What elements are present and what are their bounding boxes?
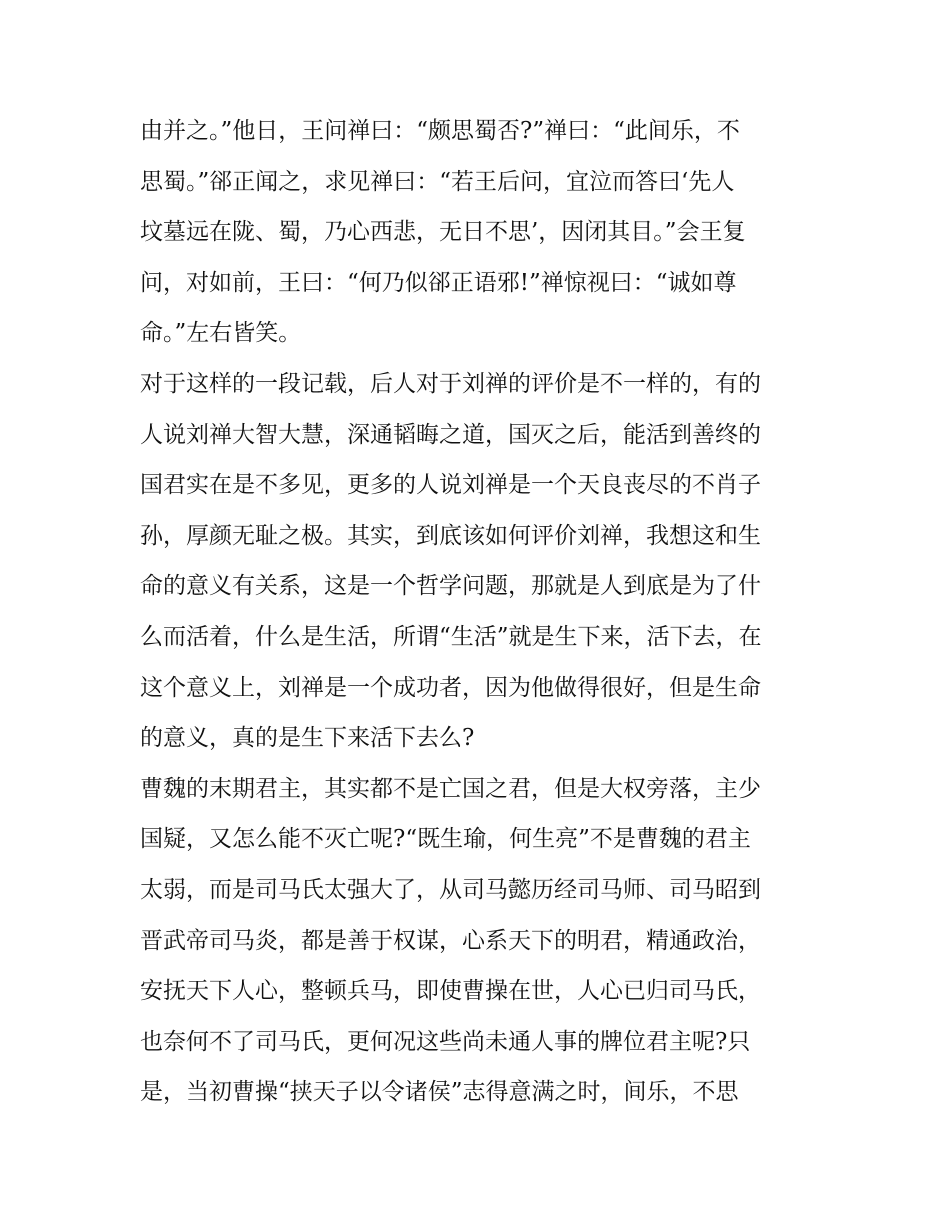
text-line: 这个意义上，刘禅是一个成功者，因为他做得很好，但是生命	[140, 674, 761, 701]
text-line: 国疑，又怎么能不灭亡呢?“既生瑜，何生亮”不是曹魏的君主	[140, 826, 751, 853]
text-line: 也奈何不了司马氏，更何况这些尚未通人事的牌位君主呢?只	[140, 1028, 751, 1055]
paragraph-3	[140, 764, 820, 1118]
text-line: 坟墓远在陇、蜀，乃心西悲，无日不思’，因闭其目。”会王复	[140, 219, 746, 246]
text-line: 由并之。”他日，王问禅曰：“颇思蜀否?”禅曰：“此间乐，不	[140, 118, 740, 144]
document-body	[140, 106, 820, 1118]
text-line: 么而活着，什么是生活，所谓“生活”就是生下来，活下去，在	[140, 623, 762, 650]
text-line: 对于这样的一段记载，后人对于刘禅的评价是不一样的，有的	[140, 370, 761, 397]
text-line: 命。”左右皆笑。	[140, 320, 302, 347]
text-line: 命的意义有关系，这是一个哲学问题，那就是人到底是为了什	[140, 573, 761, 600]
text-line: 思蜀。”郤正闻之，求见禅曰：“若王后问，宜泣而答曰‘先人	[140, 168, 735, 195]
paragraph-2	[140, 359, 820, 764]
text-line: 国君实在是不多见，更多的人说刘禅是一个天良丧尽的不肖子	[140, 472, 761, 499]
text-line: 的意义，真的是生下来活下去么?	[140, 725, 475, 752]
text-line: 是，当初曹操“挟天子以令诸侯”志得意满之时，间乐，不思	[140, 1079, 739, 1106]
text-line: 安抚天下人心，整顿兵马，即使曹操在世，人心已归司马氏，	[140, 978, 761, 1005]
text-line: 曹魏的末期君主，其实都不是亡国之君，但是大权旁落，主少	[140, 775, 761, 802]
paragraph-1	[140, 106, 820, 359]
text-line: 太弱，而是司马氏太强大了，从司马懿历经司马师、司马昭到	[140, 876, 761, 903]
text-line: 晋武帝司马炎，都是善于权谋，心系天下的明君，精通政治，	[140, 927, 761, 954]
text-line: 孙，厚颜无耻之极。其实，到底该如何评价刘禅，我想这和生	[140, 522, 761, 549]
text-line: 人说刘禅大智大慧，深通韬晦之道，国灭之后，能活到善终的	[140, 421, 761, 448]
text-line: 问，对如前，王曰：“何乃似郤正语邪!”禅惊视曰：“诚如尊	[140, 269, 737, 296]
